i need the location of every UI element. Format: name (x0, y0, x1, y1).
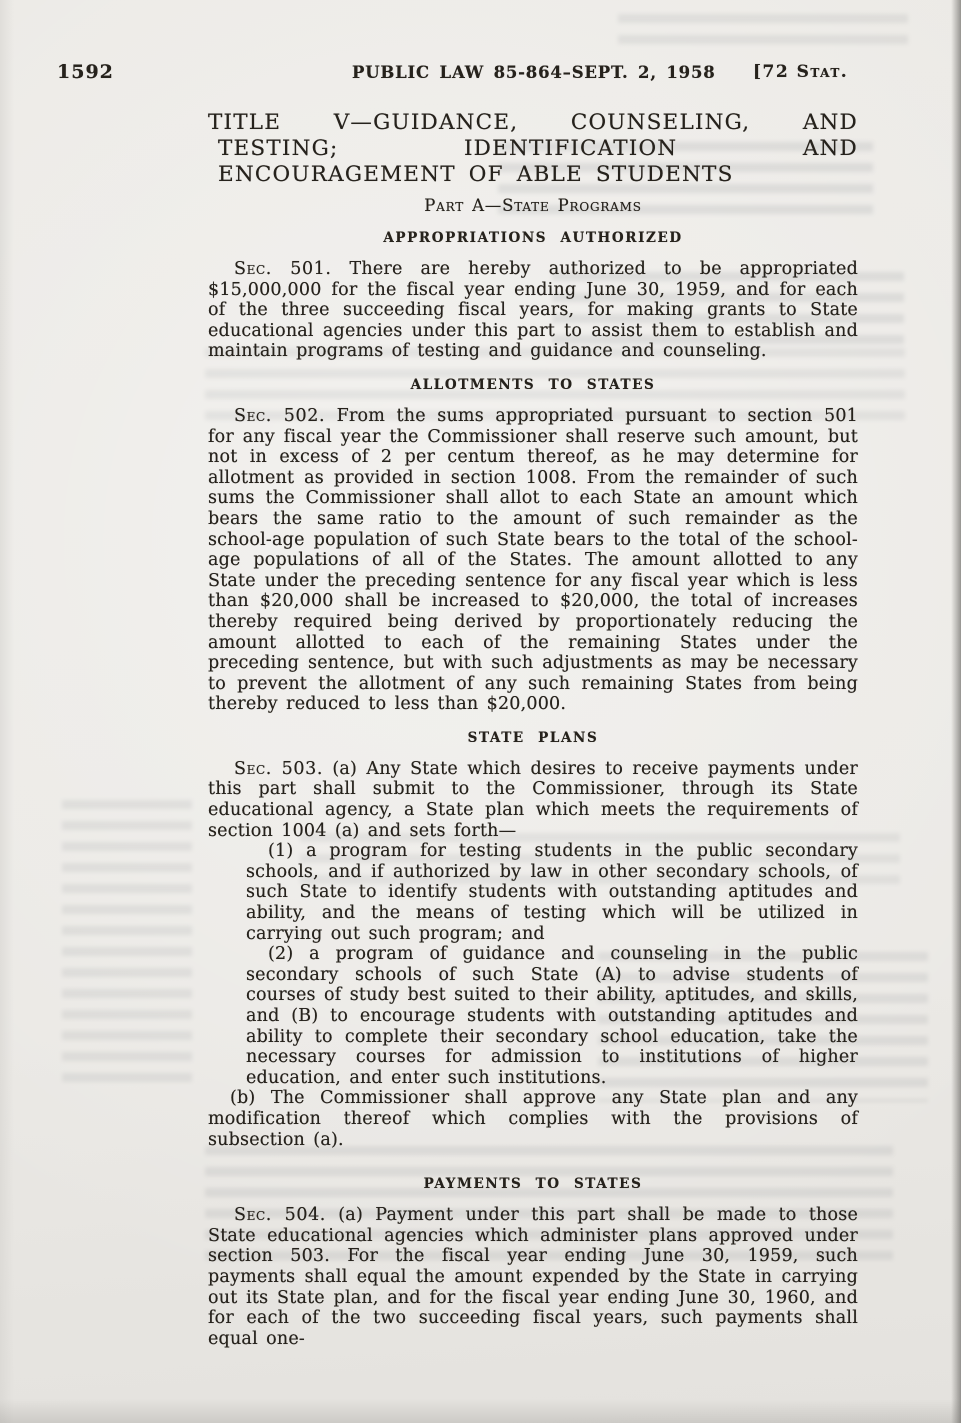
text-column (208, 110, 858, 1349)
clause-number: (1) (268, 841, 294, 862)
section-heading-payments-to-states: PAYMENTS TO STATES (423, 1176, 643, 1193)
title-heading: TITLE V—GUIDANCE, COUNSELING, AND TESTING; IDENTIFICATION AND ENCOURAGEMENT OF ABLE STUDENTS (208, 110, 858, 187)
clause-number: (2) (268, 944, 294, 965)
bleed-through-ghost (62, 800, 192, 1090)
page-number: 1592 (57, 61, 114, 83)
clause-1 (246, 841, 858, 944)
running-head-law-citation: PUBLIC LAW 85-864–SEPT. 2, 1958 (352, 63, 716, 82)
paragraph-text: (a) Any State which desires to receive payments under this part shall submit to the Commissioner, through its State educational agency, a State plan which meets the requirements of section 1004 (a) and sets forth— (208, 758, 859, 841)
running-head-stat-citation: [72 Stat. (753, 62, 849, 82)
part-heading: Part A—State Programs (424, 196, 642, 215)
page-bottom-edge-shade (0, 1399, 961, 1423)
paragraph-text: (a) Payment under this part shall be made to those State educational agencies which administer plans approved under section 503. For the fiscal year ending June 30, 1959, such payments shall equal the amount expended by the State in carrying out its State plan, and for the fiscal year ending June 30, 1960, and for each of the two succeeding fiscal years, such payments shall equal one- (208, 1205, 859, 1349)
clause-text: a program for testing students in the public secondary schools, and if authorized by law in other secondary schools, of such State to identify students with outstanding aptitudes and ability, and the means of testing which will be utilized in carrying out such program; and (246, 841, 858, 944)
section-number: Sec. 501. (234, 259, 332, 279)
paragraph-sec-503a (208, 759, 858, 841)
paragraph-sec-502 (208, 406, 858, 715)
section-heading-state-plans: STATE PLANS (467, 729, 599, 746)
section-heading-allotments-to-states: ALLOTMENTS TO STATES (410, 376, 656, 393)
bleed-through-ghost (618, 14, 908, 44)
paragraph-text: The Commissioner shall approve any State plan and any modification thereof which complies with the provisions of subsection (a). (208, 1088, 859, 1150)
subsection-letter: (b) (230, 1088, 256, 1109)
clause-text: a program of guidance and counseling in the public secondary schools of such State (A) to advise students of courses of study best suited to their ability, aptitudes, and skills, and (B) to encourage students with outstanding aptitudes and ability to complete their secondary school education, take the necessary courses for admission to institutions of higher education, and enter such institutions. (246, 944, 858, 1088)
paragraph-sec-504 (208, 1205, 858, 1349)
section-number: Sec. 503. (234, 758, 323, 779)
page-left-edge-shade (0, 0, 14, 1423)
section-number: Sec. 504. (234, 1205, 326, 1226)
section-heading-appropriations-authorized: APPROPRIATIONS AUTHORIZED (383, 230, 683, 246)
paragraph-text: There are hereby authorized to be appropriated $15,000,000 for the fiscal year ending June 30, 1959, and for each of the three succeeding fiscal years, for making grants to State educational agencies under this part to assist them to establish and maintain programs of testing and guidance and counseling. (208, 259, 858, 362)
section-number: Sec. 502. (234, 405, 326, 426)
clause-2 (246, 944, 858, 1088)
paragraph-sec-503b (208, 1088, 858, 1150)
paragraph-sec-501 (208, 259, 858, 362)
page-right-edge-shadow (951, 0, 961, 1423)
paragraph-text: From the sums appropriated pursuant to section 501 for any fiscal year the Commissioner shall reserve such amount, but not in excess of 2 per centum thereof, as he may determine for allotment as provided in section 1008. From the remainder of such sums the Commissioner shall allot to each State an amount which bears the same ratio to the amount of such remainder as the school-age population of such State bears to the total of the school-age populations of all of the States. The amount allotted to any State under the preceding sentence for any fiscal year which is less than $20,000 shall be increased to $20,000, the total of increases thereby required being derived by proportionately reducing the amount allotted to each of the remaining States under the preceding sentence, but with such adjustments as may be necessary to prevent the allotment of any such remaining States from being thereby reduced to less than $20,000. (208, 405, 858, 715)
